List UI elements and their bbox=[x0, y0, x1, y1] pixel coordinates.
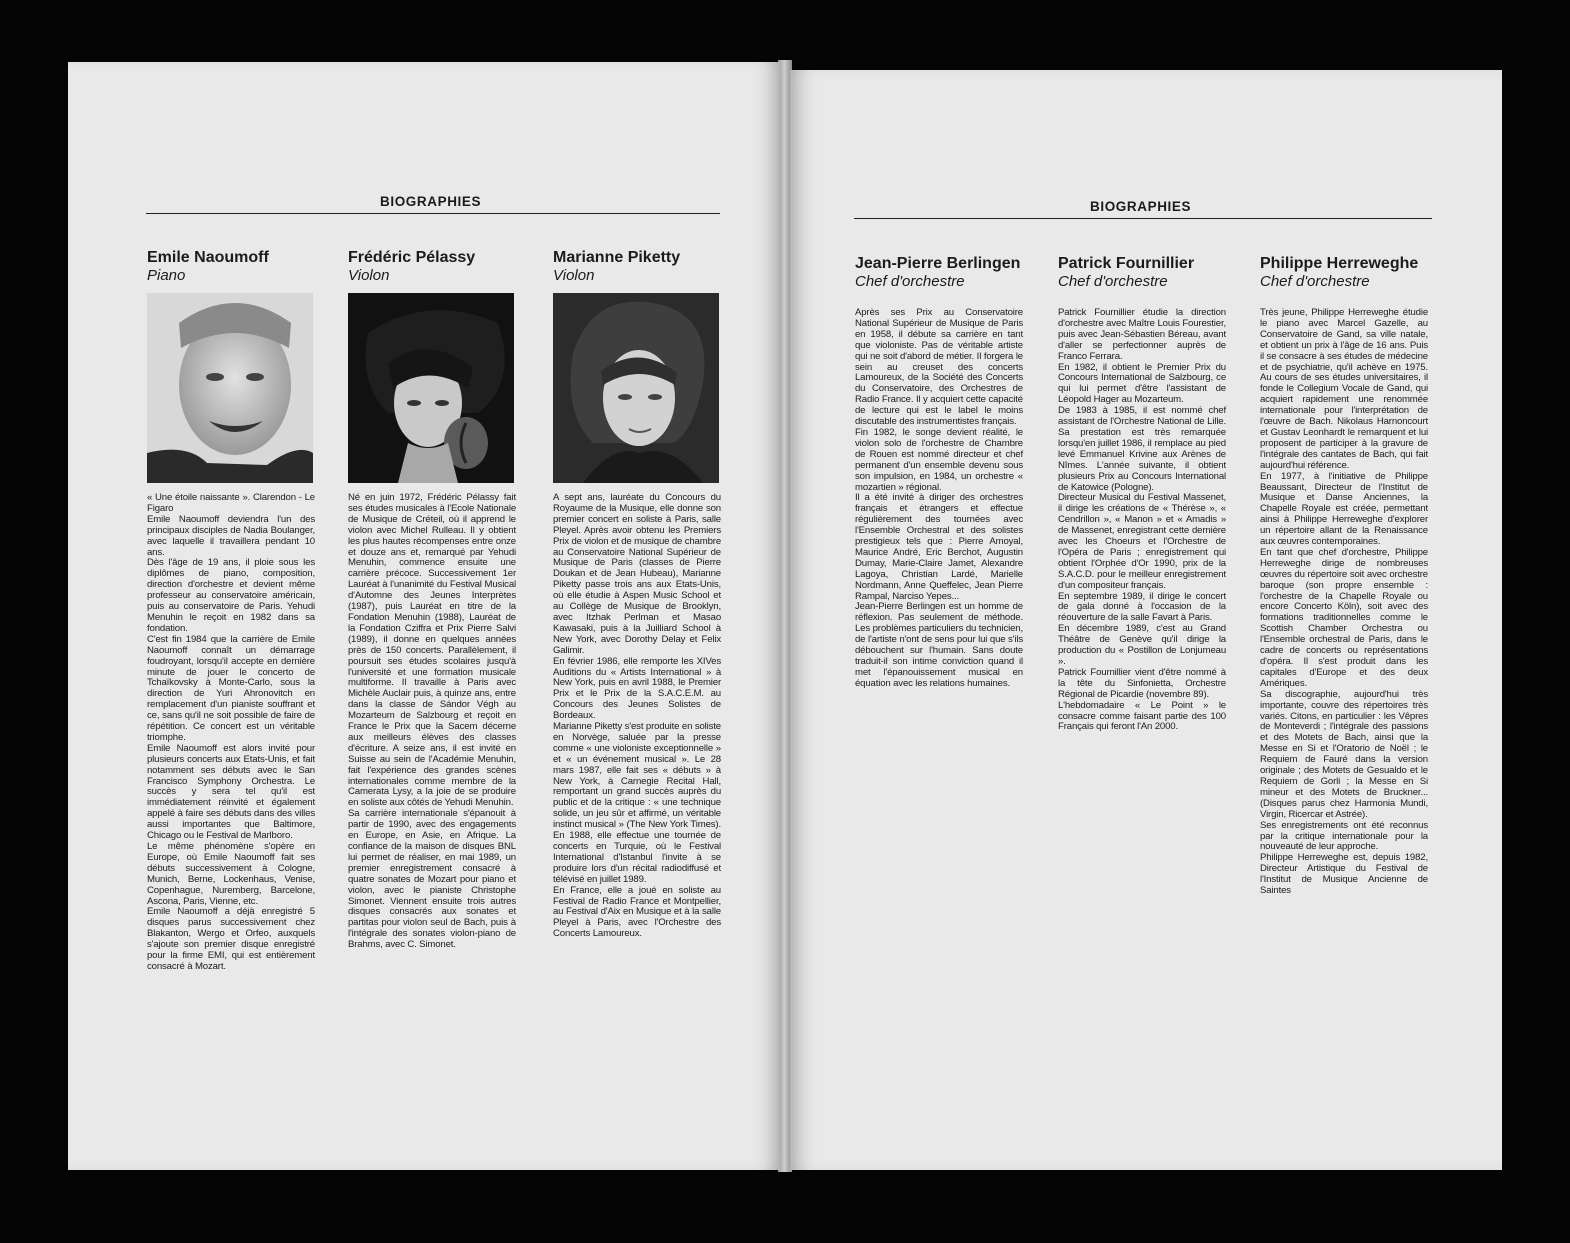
section-title: BIOGRAPHIES bbox=[1090, 199, 1192, 214]
bio-paragraph: Emile Naoumoff a déjà enregistré 5 disques parus successivement chez Blakanton, Wergo et Orfeo, auxquels s'ajoute son premier disque enregistré pour la firme EMI, qui est entièrement consacré à Mozart. bbox=[147, 906, 315, 972]
bio-patrick-fournillier bbox=[1058, 255, 1226, 733]
bio-paragraph: Il a été invité à diriger des orchestres français et étrangers et effectue régulièrement des tournées avec l'Ensemble Orchestral et des solistes prestigieux tels que : Pierre Amoyal, Maurice André, Eric Berchot, Augustin Dumay, Marie-Claire Jamet, Alexandre Lagoya, Christian Lardé, Marielle Nordmann, Anne Queffelec, Jean Pierre Rampal, Narciso Yepes... bbox=[855, 492, 1023, 602]
bio-paragraph: Emile Naoumoff est alors invité pour plusieurs concerts aux Etats-Unis, et fait notamment ses débuts avec le San Francisco Symphony Orchestra. Le succès y sera tel qu'il est immédiatement réinvité et également appelé à faire ses débuts dans des villes aussi importantes que Baltimore, Chicago ou le Festival de Marlboro. bbox=[147, 742, 315, 842]
bio-paragraph: « Une étoile naissante ». Clarendon - Le Figaro bbox=[147, 492, 315, 514]
bio-text bbox=[553, 493, 721, 940]
bio-paragraph: En décembre 1989, c'est au Grand Théâtre de Genève qu'il dirige la production du « Postillon de Lonjumeau ». bbox=[1058, 623, 1226, 667]
bio-paragraph: En février 1986, elle remporte les XIVes Auditions du « Artists International » à New York, puis en avril 1988, le Premier Prix et le Prix de la S.A.C.E.M. au Concours des Jeunes Solistes de Bordeaux. bbox=[553, 655, 721, 722]
bio-paragraph: Patrick Fournillier vient d'être nommé à la tête du Sinfonietta, Orchestre Régional de Picardie (novembre 89). bbox=[1058, 666, 1226, 700]
bio-paragraph: Jean-Pierre Berlingen est un homme de réflexion. Pas seulement de méthode. Les problèmes particuliers du technicien, de l'artiste n'ont de sens pour lui que s'ils débouchent sur l'humain. Sans doute traduit-il son intime conviction quand il met l'épanouissement musical en équation avec les relations humaines. bbox=[855, 601, 1023, 689]
bio-paragraph: De 1983 à 1985, il est nommé chef assistant de l'Orchestre National de Lille. Sa prestation est très remarquée lorsqu'en juillet 1986, il remplace au pied levé Emmanuel Krivine aux Arènes de Nîmes. L'année suivante, il obtient plusieurs Prix au Concours International de Katowice (Pologne). bbox=[1058, 405, 1226, 493]
bio-name: Philippe Herreweghe bbox=[1260, 255, 1419, 272]
bio-paragraph: Marianne Piketty s'est produite en soliste en Norvège, saluée par la presse comme « une violoniste exceptionnelle » et « un événement musical ». Le 28 mars 1987, elle fait ses « débuts » à New York, à Carnegie Recital Hall, remportant un grand succès auprès du public et de la critique : « une technique solide, un jeu sûr et affirmé, un véritable instinct musical » (The New York Times). En 1988, elle effectue une tournée de concerts en Turquie, où le Festival International d'Istanbul l'invite à se produire lors d'un récital radiodiffusé et télévisé en juillet 1989. bbox=[553, 721, 721, 885]
bio-name: Jean-Pierre Berlingen bbox=[855, 255, 1021, 272]
bio-paragraph: Né en juin 1972, Frédéric Pélassy fait ses études musicales à l'Ecole Nationale de Musique de Créteil, où il apprend le violon avec Michel Rulleau. Il y obtient les plus hautes récompenses entre onze et douze ans et, remarqué par Yehudi Menuhin, commence ensuite une carrière précoce. Successivement 1er Lauréat à l'unanimité du Festival Musical d'Automne des Jeunes Interprètes (1987), puis Lauréat en titre de la Fondation Menuhin (1988), Lauréat de la Fondation Cziffra et Prix Pierre Salvi (1989), il donne en quelques années près de 150 concerts. Parallèlement, il poursuit ses études scolaires jusqu'à l'université et une formation musicale multiforme. Il travaille à Paris avec Michèle Auclair puis, à quinze ans, entre dans la classe de Sándor Végh au Mozarteum de Salzbourg et reçoit en France le Prix que la Sacem décerne aux meilleurs élèves des classes d'écriture. A seize ans, il est invité en Suisse au sein de l'Académie Menuhin, fait l'expérience des grandes scènes internationales comme membre de la Camerata Lysy, a la joie de se produire en soliste aux côtés de Yehudi Menuhin. bbox=[348, 492, 516, 809]
bio-role: Chef d'orchestre bbox=[855, 273, 965, 290]
bio-philippe-herreweghe bbox=[1260, 255, 1428, 897]
bio-text bbox=[147, 493, 315, 973]
bio-paragraph: L'hebdomadaire « Le Point » le consacre comme faisant partie des 100 Français qui feront l'An 2000. bbox=[1058, 699, 1226, 733]
bio-paragraph: Le même phénomène s'opère en Europe, où Emile Naoumoff fait ses débuts successivement à Cologne, Munich, Berne, Lockenhaus, Venise, Copenhague, Nuremberg, Barcelone, Ascona, Paris, Vienne, etc. bbox=[147, 841, 315, 907]
bio-paragraph: Ses enregistrements ont été reconnus par la critique internationale pour la nouveauté de leur approche. bbox=[1260, 819, 1428, 853]
bio-paragraph: En 1977, à l'initiative de Philippe Beaussant, Directeur de l'Institut de Musique et Danse Anciennes, la Chapelle Royale est créée, permettant ainsi à Philippe Herreweghe d'explorer un répertoire allant de la Renaissance aux œuvres contemporaines. bbox=[1260, 470, 1428, 548]
left-page bbox=[68, 62, 780, 1170]
portrait-photo bbox=[553, 293, 719, 483]
right-page bbox=[790, 70, 1502, 1170]
bio-frederic-pelassy bbox=[348, 249, 516, 951]
bio-paragraph: En tant que chef d'orchestre, Philippe Herreweghe dirige de nombreuses œuvres du répertoire soit avec orchestre baroque (son propre ensemble : l'orchestre de la Chapelle Royale ou encore Concerto Köln), soit avec des formations traditionnelles comme le Scottish Chamber Orchestra ou l'Ensemble orchestral de Paris, dans le cadre de concerts ou représentations d'opéra. Il s'est produit dans les capitales d'Europe et des deux Amériques. bbox=[1260, 546, 1428, 689]
bio-marianne-piketty bbox=[553, 249, 721, 940]
header-rule bbox=[146, 213, 720, 214]
portrait-photo bbox=[147, 293, 313, 483]
bio-paragraph: Patrick Fournillier étudie la direction d'orchestre avec Maître Louis Fourestier, puis avec Jean-Sébastien Béreau, avant d'aller se perfectionner auprès de Franco Ferrara. bbox=[1058, 307, 1226, 362]
bio-paragraph: A sept ans, lauréate du Concours du Royaume de la Musique, elle donne son premier concert en soliste à Paris, salle Pleyel. Après avoir obtenu les Premiers Prix de violon et de musique de chambre au Conservatoire National Supérieur de Musique de Paris (classes de Pierre Doukan et de Jean Hubeau), Marianne Piketty passe trois ans aux Etats-Unis, où elle étudie à Aspen Music School et au Collège de Musique de Brooklyn, avec Itzhak Perlman et Masao Kawasaki, puis à la Juilliard School à New York, avec Dorothy Delay et Felix Galimir. bbox=[553, 492, 721, 656]
bio-role: Piano bbox=[147, 267, 186, 284]
bio-role: Chef d'orchestre bbox=[1260, 273, 1370, 290]
portrait-photo bbox=[348, 293, 514, 483]
bio-paragraph: Philippe Herreweghe est, depuis 1982, Directeur Artistique du Festival de l'Institut de Musique Ancienne de Saintes bbox=[1260, 852, 1428, 897]
bio-name: Patrick Fournillier bbox=[1058, 255, 1195, 272]
header-rule bbox=[854, 218, 1432, 219]
bio-name: Frédéric Pélassy bbox=[348, 249, 476, 266]
bio-paragraph: En septembre 1989, il dirige le concert de gala donné à l'occasion de la réouverture de la salle Favart à Paris. bbox=[1058, 590, 1226, 624]
bio-paragraph: Directeur Musical du Festival Massenet, il dirige les créations de « Thérèse », « Cendrillon », « Manon » et « Amadis » de Massenet, enregistrant cette dernière avec les Choeurs et l'Orchestre de l'Opéra de Paris ; enregistrement qui obtient l'Orphée d'Or 1990, prix de la S.A.C.D. pour le meilleur enregistrement d'un compositeur français. bbox=[1058, 492, 1226, 591]
bio-text bbox=[348, 493, 516, 951]
bio-paragraph: Sa discographie, aujourd'hui très importante, couvre des répertoires très variés. Citons, en particulier : les Vêpres de Monteverdi ; l'intégrale des passions et des Motets de Bach, ainsi que la Messe en Si et l'Oratorio de Noël ; le Requiem de Fauré dans la version originale ; des Motets de Gesualdo et le Requiem de Gorli ; la Messe en Si mineur et des Motets de Bruckner... (Disques parus chez Harmonia Mundi, Virgin, Ricercar et Astrée). bbox=[1260, 688, 1428, 820]
bio-paragraph: Fin 1982, le songe devient réalité, le violon solo de l'orchestre de Chambre de Rouen est nommé directeur et chef permanent d'un ensemble devenu sous son impulsion, en 1984, un orchestre « mozartien » régional. bbox=[855, 426, 1023, 493]
bio-emile-naoumoff bbox=[147, 249, 315, 973]
bio-text bbox=[1260, 308, 1428, 897]
bio-paragraph: Très jeune, Philippe Herreweghe étudie le piano avec Marcel Gazelle, au Conservatoire de Gand, sa ville natale, et obtient un prix à l'âge de 16 ans. Puis il se consacre à ses études de médecine et de psychiatrie, qu'il achève en 1975. Au cours de ses études universitaires, il fonde le Collegium Vocale de Gand, qui acquiert rapidement une renommée internationale pour l'interprétation de l'œuvre de Bach. Nikolaus Harnoncourt et Gustav Leonhardt le remarquent et lui proposent de participer à la gravure de l'intégrale des cantates de Bach, qui fait aujourd'hui référence. bbox=[1260, 307, 1428, 471]
bio-role: Chef d'orchestre bbox=[1058, 273, 1168, 290]
bio-paragraph: C'est fin 1984 que la carrière de Emile Naoumoff connaît un démarrage foudroyant, lorsqu'il accepte en dernière minute de jouer le concerto de Tchaïkovsky à Monte-Carlo, sous la direction de Yuri Ahronovitch en remplacement d'un pianiste souffrant et ce, sans qu'il ne soit possible de faire de répétition. Ce concert est un véritable triomphe. bbox=[147, 633, 315, 743]
bio-name: Marianne Piketty bbox=[553, 249, 681, 266]
bio-role: Violon bbox=[553, 267, 595, 284]
bio-paragraph: En France, elle a joué en soliste au Festival de Radio France et Montpellier, au Festival d'Aix en Musique et à la salle Pleyel à Paris, avec l'Orchestre des Concerts Lamoureux. bbox=[553, 884, 721, 940]
bio-text bbox=[1058, 308, 1226, 733]
bio-paragraph: En 1982, il obtient le Premier Prix du Concours International de Salzbourg, ce qui lui permet d'être l'assistant de Léopold Hager au Mozarteum. bbox=[1058, 361, 1226, 406]
bio-paragraph: Dès l'âge de 19 ans, il ploie sous les diplômes de piano, composition, direction d'orchestre et devient même professeur au conservatoire américain, puis au conservatoire de Paris. Yehudi Menuhin le reçoit en 1982 dans sa fondation. bbox=[147, 557, 315, 634]
bio-paragraph: Sa carrière internationale s'épanouit à partir de 1990, avec des engagements en Europe, en Asie, en Afrique. La confiance de la maison de disques BNL lui permet de réaliser, en mai 1989, un premier enregistrement consacré à quatre sonates de Mozart pour piano et violon, avec le pianiste Christophe Simonet. Viennent ensuite trois autres disques consacrés aux sonates et partitas pour violon seul de Bach, puis à l'intégrale des sonates violon-piano de Brahms, avec C. Simonet. bbox=[348, 808, 516, 951]
bio-name: Emile Naoumoff bbox=[147, 249, 269, 266]
bio-paragraph: Emile Naoumoff deviendra l'un des principaux disciples de Nadia Boulanger, avec laquelle il travaillera pendant 10 ans. bbox=[147, 513, 315, 558]
bio-text bbox=[855, 308, 1023, 690]
bio-paragraph: Après ses Prix au Conservatoire National Supérieur de Musique de Paris en 1958, il débute sa carrière en tant que violoniste. Pas de véritable artiste qui ne soit d'abord de métier. Il forgera le sein au creuset des concerts Lamoureux, de la Société des Concerts du Conservatoire, des Orchestres de Radio France. Il y acquiert cette capacité de lecture qui est le label le moins discutable des instrumentistes français. bbox=[855, 307, 1023, 428]
bio-jean-pierre-berlingen bbox=[855, 255, 1023, 690]
bio-role: Violon bbox=[348, 267, 390, 284]
section-title: BIOGRAPHIES bbox=[380, 194, 482, 209]
